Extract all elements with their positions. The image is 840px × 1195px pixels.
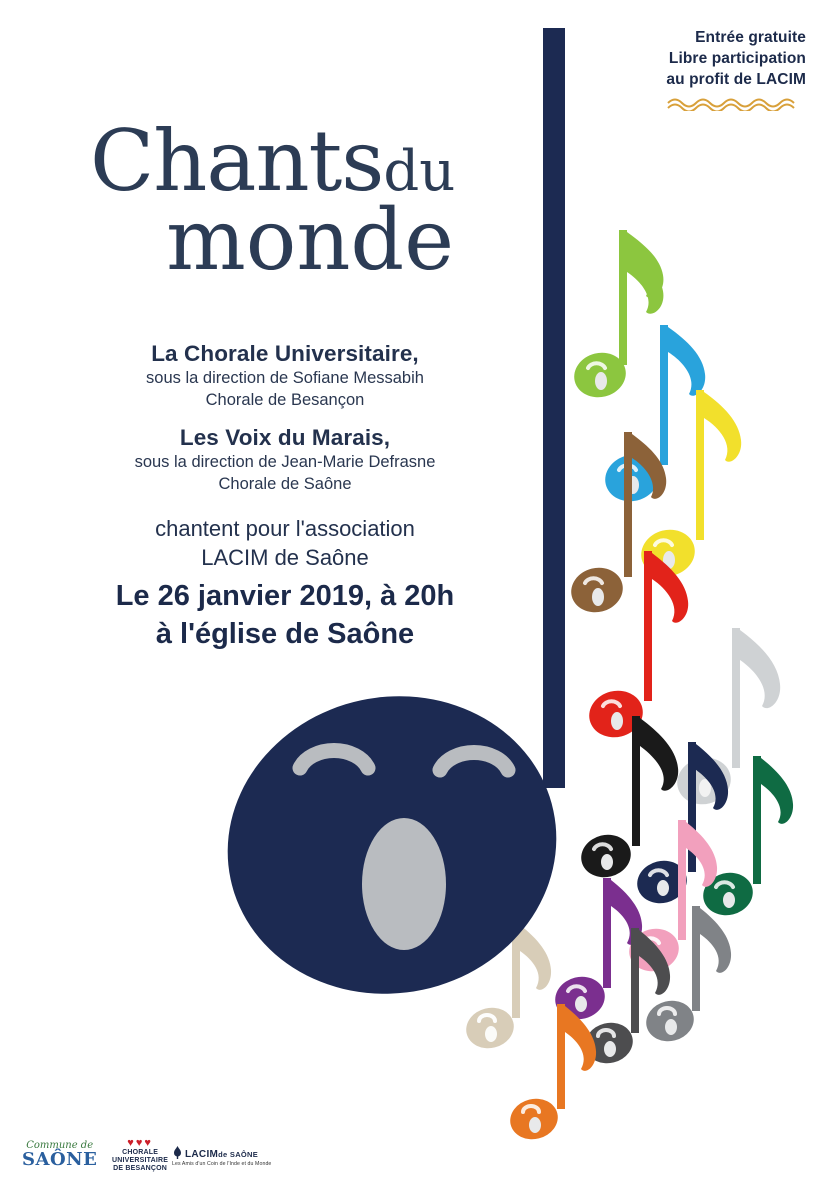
note-pink [625, 820, 717, 976]
logo-saone-line1: Commune de [26, 1140, 94, 1151]
title-word-3: monde [166, 191, 454, 290]
note-green [569, 230, 663, 403]
note-darkgreen [699, 756, 793, 920]
page-title [90, 112, 560, 290]
logo-saone-line2: SAÔNE [22, 1149, 98, 1170]
note-black [577, 716, 679, 882]
notice-line-2: Libre participation [668, 49, 806, 67]
free-entry-notice [666, 28, 806, 111]
note-lightgrey [672, 628, 780, 810]
event-date: Le 26 janvier 2019, à 20h [115, 580, 455, 612]
choir1-city: Chorale de Besançon [205, 390, 365, 409]
title-word-1: Chants [90, 112, 384, 210]
hearts-icon: ♥♥♥ [127, 1136, 153, 1149]
note-yellow [636, 390, 741, 582]
title-word-2: du [383, 139, 456, 204]
squiggle-divider-icon [666, 97, 806, 111]
benefit-org: LACIM de Saône [201, 544, 369, 570]
logo-chorale-universitaire [112, 1138, 168, 1173]
notice-line-3: au profit de LACIM [666, 70, 806, 88]
note-navy-small [633, 742, 728, 908]
choir1-director: sous la direction de Sofiane Messabih [146, 369, 424, 388]
event-venue: à l'église de Saône [155, 617, 415, 650]
note-beige [462, 923, 551, 1053]
logo-lacim-name: LACIM [185, 1149, 219, 1160]
credits-block [60, 340, 510, 572]
event-details [60, 578, 510, 653]
choir2-name: Les Voix du Marais, [179, 425, 391, 450]
logo-lacim-suffix: de SAÔNE [218, 1150, 259, 1159]
choir2-city: Chorale de Saône [218, 474, 352, 493]
logo-chorale-line2: UNIVERSITAIRE [112, 1156, 169, 1164]
footer-logos [0, 1095, 840, 1185]
note-grey [642, 906, 731, 1046]
note-purple [551, 878, 642, 1024]
logo-lacim-sub: Les Amis d'un Coin de l'Inde et du Monde [172, 1161, 272, 1167]
logo-chorale-line3: DE BESANÇON [113, 1164, 168, 1172]
note-blue [600, 325, 705, 507]
note-brown [566, 432, 666, 618]
logo-chorale-line1: CHORALE [122, 1148, 159, 1156]
logo-commune-saone [22, 1140, 97, 1169]
choir2-director: sous la direction de Jean-Marie Defrasne [134, 453, 436, 472]
lacim-mark-icon [172, 1146, 183, 1159]
note-darkgrey [581, 928, 670, 1068]
notice-line-1: Entrée gratuite [695, 29, 806, 46]
logo-lacim [172, 1146, 271, 1167]
note-red [584, 551, 688, 743]
benefit-line: chantent pour l'association [155, 516, 415, 541]
choir1-name: La Chorale Universitaire, [151, 341, 419, 366]
